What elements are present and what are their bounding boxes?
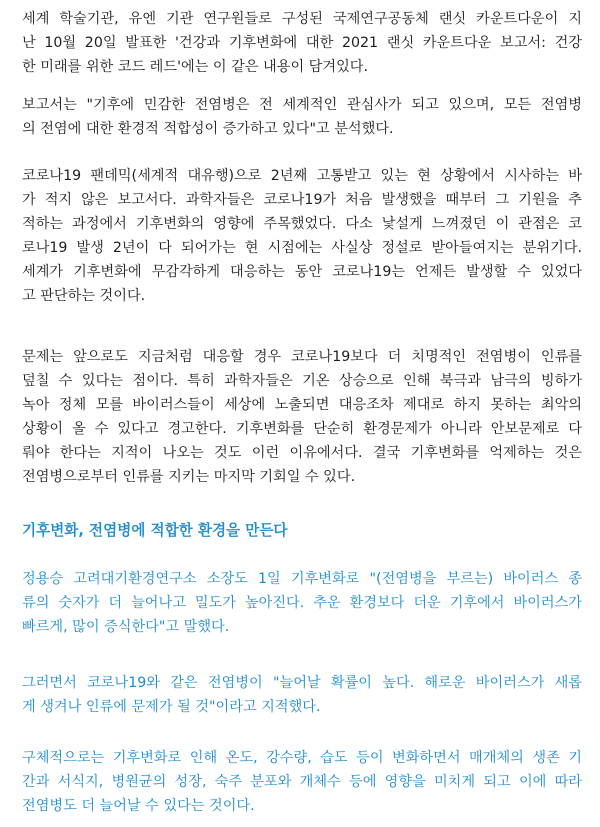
paragraph-1 bbox=[22, 7, 582, 79]
paragraph-4-line: 상황이 올 수 있다고 경고한다. 기후변화를 단순히 환경문제가 아니라 안보문제로 다 bbox=[22, 421, 582, 437]
paragraph-1-line: 한 미래를 위한 코드 레드'에는 이 같은 내용이 담겨있다. bbox=[22, 59, 369, 75]
paragraph-5-line: 정용승 고려대기환경연구소 소장도 1일 기후변화로 "(전염병을 부르는) 바이러스 종 bbox=[22, 571, 582, 587]
paragraph-6 bbox=[22, 671, 582, 719]
paragraph-7 bbox=[22, 746, 582, 818]
paragraph-4-line: 덮칠 수 있다는 점이다. 특히 과학자들은 기온 상승으로 인해 북극과 남극의 빙하가 bbox=[22, 373, 582, 389]
paragraph-2-line: 보고서는 "기후에 민감한 전염병은 전 세계적인 관심사가 되고 있으며, 모든 전염병 bbox=[22, 97, 582, 113]
paragraph-7-line: 구체적으로는 기후변화로 인해 온도, 강수량, 습도 등이 변화하면서 매개체의 생존 기 bbox=[22, 750, 582, 766]
paragraph-3-line: 로나19 발생 2년이 다 되어가는 현 시점에는 사실상 정설로 받아들여지는 분위기다. bbox=[22, 240, 582, 256]
section-heading: 기후변화, 전염병에 적합한 환경을 만든다 bbox=[22, 522, 288, 539]
paragraph-7-line: 전염병도 더 늘어날 수 있다는 것이다. bbox=[22, 798, 255, 814]
paragraph-4 bbox=[22, 345, 582, 489]
paragraph-5-line: 류의 숫자가 더 늘어나고 밀도가 높아진다. 추운 환경보다 더운 기후에서 바이러스가 bbox=[22, 595, 582, 611]
paragraph-4-line: 녹아 정체 모를 바이러스들이 세상에 노출되면 대응조차 제대로 하지 못하는 최악의 bbox=[22, 397, 582, 413]
paragraph-4-line: 전염병으로부터 인류를 지키는 마지막 기회일 수 있다. bbox=[22, 469, 356, 485]
paragraph-6-line: 그러면서 코로나19와 같은 전염병이 "늘어날 확률이 높다. 해로운 바이러스가 새롭 bbox=[22, 675, 582, 691]
paragraph-2-line: 의 전염에 대한 환경적 적합성이 증가하고 있다"고 분석했다. bbox=[22, 121, 394, 137]
paragraph-4-line: 뤄야 한다는 지적이 나오는 것도 이런 이유에서다. 결국 기후변화를 억제하는 것은 bbox=[22, 445, 582, 461]
paragraph-3-line: 세계가 기후변화에 무감각하게 대응하는 동안 코로나19는 언제든 발생할 수 있었다 bbox=[22, 264, 582, 280]
paragraph-3-line: 적하는 과정에서 기후변화의 영향에 주목했었다. 다소 낯설게 느껴졌던 이 관점은 코 bbox=[22, 216, 582, 232]
paragraph-7-line: 간과 서식지, 병원균의 성장, 숙주 분포와 개체수 등에 영향을 미치게 되고 이에 따라 bbox=[22, 774, 582, 790]
paragraph-3 bbox=[22, 164, 582, 308]
paragraph-1-line: 난 10월 20일 발표한 '건강과 기후변화에 대한 2021 랜싯 카운트다운 보고서: 건강 bbox=[22, 35, 582, 51]
paragraph-3-line: 가 적지 않은 보고서다. 과학자들은 코로나19가 처음 발생했을 때부터 그 기원을 추 bbox=[22, 192, 582, 208]
paragraph-4-line: 문제는 앞으로도 지금처럼 대응할 경우 코로나19보다 더 치명적인 전염병이 인류를 bbox=[22, 349, 582, 365]
paragraph-2 bbox=[22, 93, 582, 141]
paragraph-3-line: 고 판단하는 것이다. bbox=[22, 288, 146, 304]
paragraph-3-line: 코로나19 팬데믹(세계적 대유행)으로 2년째 고통받고 있는 현 상황에서 시사하는 바 bbox=[22, 168, 582, 184]
paragraph-1-line: 세계 학술기관, 유엔 기관 연구원들로 구성된 국제연구공동체 랜싯 카운트다운이 지 bbox=[22, 11, 582, 27]
paragraph-5-line: 빠르게, 많이 증식한다"고 말했다. bbox=[22, 619, 230, 635]
paragraph-6-line: 게 생겨나 인류에 문제가 될 것"이라고 지적했다. bbox=[22, 699, 321, 715]
paragraph-5 bbox=[22, 567, 582, 639]
